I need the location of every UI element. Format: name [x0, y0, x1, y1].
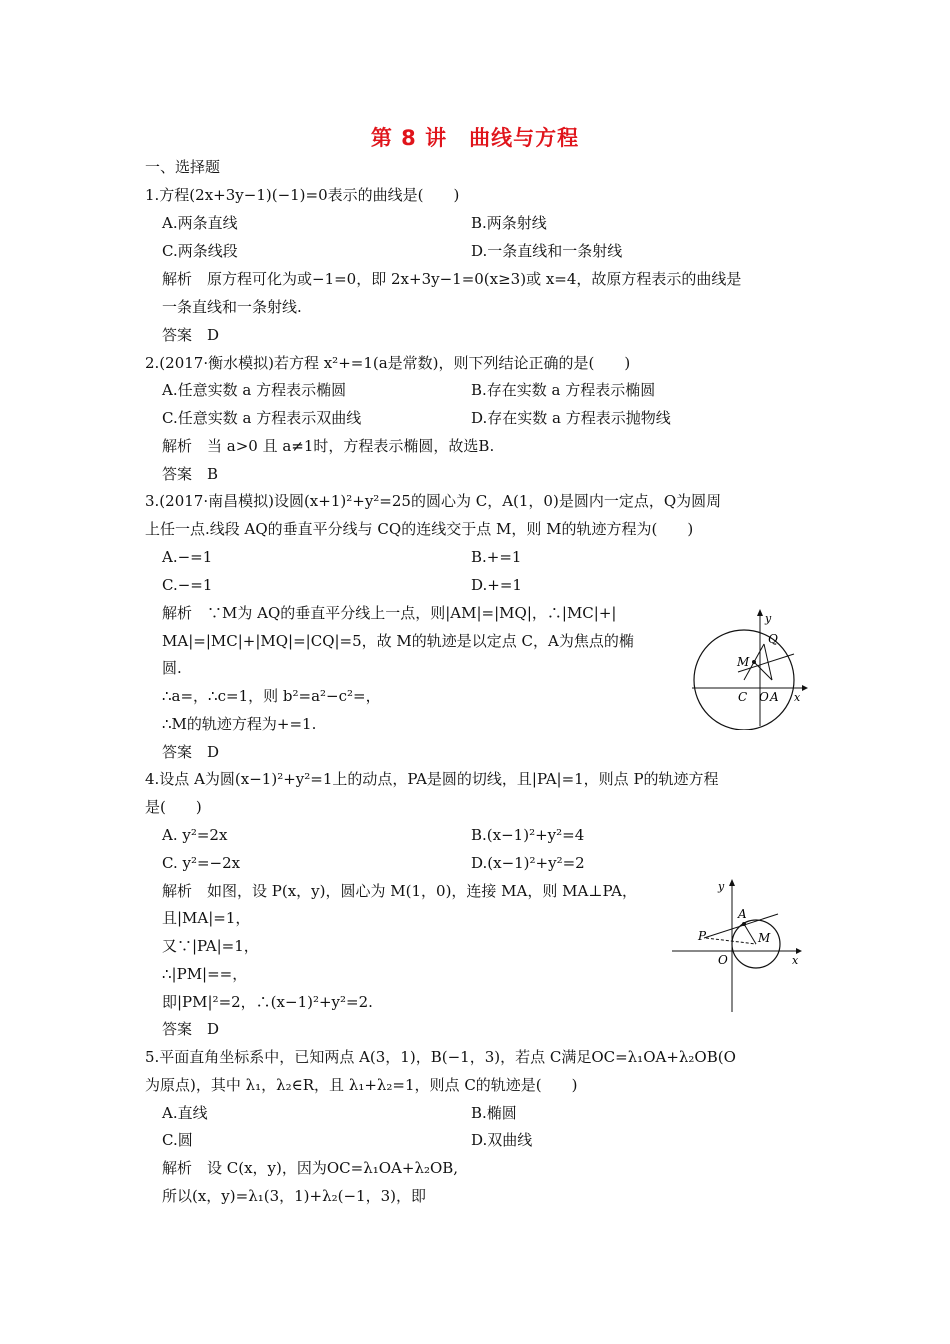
q3-analysis-line5: ∴M的轨迹方程为+=1. [162, 715, 317, 733]
q4-tangent-figure [668, 876, 808, 1016]
q2-answer: 答案 B [162, 465, 219, 483]
q3-analysis-line4: ∴a=，∴c=1，则 b²=a²−c²=， [162, 687, 381, 705]
q4-stem-line2: 是( ) [145, 798, 202, 816]
section-heading: 一、选择题 [145, 158, 221, 176]
q4-segment-pm [706, 938, 756, 944]
q4-label-a: A [738, 907, 747, 921]
q3-analysis-line2: MA|=|MC|+|MQ|=|CQ|=5，故 M的轨迹是以定点 C，A为焦点的椭 [162, 632, 634, 650]
q4-y-arrow-icon [729, 879, 735, 886]
q5-option-a: A.直线 [162, 1104, 208, 1122]
q2-option-d: D.存在实数 a 方程表示抛物线 [471, 409, 671, 427]
q4-analysis-line3: 又∵|PA|=1， [162, 937, 259, 955]
q4-analysis-line1: 解析 如图，设 P(x，y)，圆心为 M(1，0)，连接 MA，则 MA⊥PA， [162, 882, 637, 900]
q3-segment-ma [754, 662, 772, 680]
q3-label-x: x [794, 691, 801, 704]
q3-stem-line1: 3.(2017·南昌模拟)设圆(x+1)²+y²=25的圆心为 C，A(1，0)是圆内一定点，Q为圆周 [145, 492, 722, 510]
q3-label-o: O [759, 690, 769, 704]
q1-option-b: B.两条射线 [471, 214, 547, 232]
q5-option-b: B.椭圆 [471, 1104, 517, 1122]
q4-answer: 答案 D [162, 1020, 220, 1038]
q3-label-q: Q [768, 632, 778, 646]
q4-segment-ma [744, 924, 756, 944]
q1-answer: 答案 D [162, 326, 220, 344]
q3-x-arrow-icon [802, 685, 808, 691]
q4-label-p: P [698, 929, 707, 943]
q3-option-d: D.+=1 [471, 576, 522, 594]
q5-analysis-line2: 所以(x，y)=λ₁(3，1)+λ₂(−1，3)，即 [162, 1187, 426, 1205]
q2-option-b: B.存在实数 a 方程表示椭圆 [471, 381, 656, 399]
q3-y-arrow-icon [757, 609, 763, 616]
q4-label-y: y [718, 880, 725, 893]
q1-option-c: C.两条线段 [162, 242, 238, 260]
q2-analysis: 解析 当 a>0 且 a≠1时，方程表示椭圆，故选B. [162, 437, 495, 455]
q4-analysis-line4: ∴|PM|==， [162, 965, 248, 983]
q3-answer: 答案 D [162, 743, 220, 761]
q3-label-c: C [738, 690, 748, 704]
q3-analysis-line1: 解析 ∵M为 AQ的垂直平分线上一点，则|AM|=|MQ|，∴|MC|+| [162, 604, 617, 622]
q4-label-m: M [758, 931, 771, 945]
q5-option-d: D.双曲线 [471, 1131, 533, 1149]
q1-option-d: D.一条直线和一条射线 [471, 242, 623, 260]
q3-label-y: y [765, 612, 772, 625]
q4-option-c: C. y²=−2x [162, 854, 241, 872]
q3-analysis-line3: 圆. [162, 659, 182, 677]
q3-label-m: M [737, 655, 750, 669]
q5-stem-line2: 为原点)，其中 λ₁，λ₂∈R，且 λ₁+λ₂=1，则点 C的轨迹是( ) [145, 1076, 578, 1094]
q4-analysis-line5: 即|PM|²=2，∴(x−1)²+y²=2. [162, 993, 373, 1011]
q1-option-a: A.两条直线 [162, 214, 238, 232]
q3-option-b: B.+=1 [471, 548, 522, 566]
q3-label-a: A [770, 690, 779, 704]
q4-point-a [742, 922, 746, 926]
q4-label-o: O [718, 953, 728, 967]
q4-option-a: A. y²=2x [162, 826, 228, 844]
q5-stem-line1: 5.平面直角坐标系中，已知两点 A(3，1)，B(−1，3)，若点 C满足OC=λ₁OA+λ₂OB(O [145, 1048, 736, 1066]
q1-stem: 1.方程(2x+3y−1)(−1)=0表示的曲线是( ) [145, 186, 460, 204]
page-title: 第 8 讲 曲线与方程 [370, 126, 580, 150]
q3-ellipse-figure [688, 608, 810, 730]
q2-stem: 2.(2017·衡水模拟)若方程 x²+=1(a是常数)，则下列结论正确的是( ) [145, 354, 631, 372]
q5-analysis-line1: 解析 设 C(x，y)，因为OC=λ₁OA+λ₂OB, [162, 1159, 459, 1177]
q4-analysis-line2: 且|MA|=1， [162, 909, 251, 927]
q4-option-b: B.(x−1)²+y²=4 [471, 826, 585, 844]
q3-option-a: A.−=1 [162, 548, 213, 566]
q3-stem-line2: 上任一点.线段 AQ的垂直平分线与 CQ的连线交于点 M，则 M的轨迹方程为( ) [145, 520, 694, 538]
q1-analysis-line1: 解析 原方程可化为或−1=0，即 2x+3y−1=0(x≥3)或 x=4，故原方程表示的曲线是 [162, 270, 742, 288]
q5-option-c: C.圆 [162, 1131, 193, 1149]
q4-stem-line1: 4.设点 A为圆(x−1)²+y²=1上的动点，PA是圆的切线，且|PA|=1，则点 P的轨迹方程 [145, 770, 719, 788]
q4-label-x: x [792, 954, 799, 967]
q2-option-c: C.任意实数 a 方程表示双曲线 [162, 409, 362, 427]
q2-option-a: A.任意实数 a 方程表示椭圆 [162, 381, 347, 399]
q1-analysis-line2: 一条直线和一条射线. [162, 298, 302, 316]
q4-option-d: D.(x−1)²+y²=2 [471, 854, 585, 872]
q3-option-c: C.−=1 [162, 576, 213, 594]
q3-point-m [752, 660, 756, 664]
